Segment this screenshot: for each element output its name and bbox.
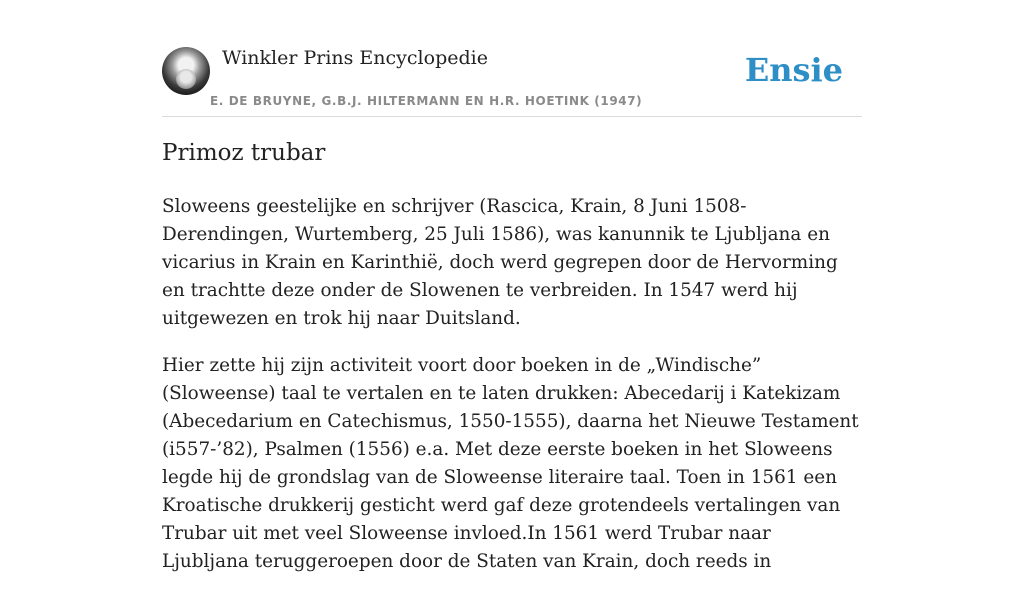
site-header <box>162 0 862 117</box>
authors-byline: E. DE BRUYNE, G.B.J. HILTERMANN EN H.R. HOETINK (1947) <box>210 94 643 108</box>
page-content <box>162 0 862 572</box>
avatar-portrait <box>176 69 196 89</box>
article-paragraph: Hier zette hij zijn activiteit voort door boeken in de „Windische” (Sloweense) taal te vertalen en te laten drukken: Abecedarij i Katekizam (Abecedarium en Catechismus, 1550-1555), daarna het Nieuwe Testament (i557-’82), Psalmen (1556) e.a. Met deze eerste boeken in het Sloweens legde hij de grondslag van de Sloweense literaire taal. Toen in 1561 een Kroatische drukkerij gesticht werd gaf deze grotendeels vertalingen van Trubar uit met veel Sloweense invloed.In 1561 werd Trubar naar Ljubljana teruggeroepen door de Staten van Krain, doch reeds in <box>162 355 859 572</box>
author-avatar[interactable] <box>162 47 210 95</box>
encyclopedia-title[interactable]: Winkler Prins Encyclopedie <box>222 47 488 69</box>
article-body <box>162 193 862 595</box>
ensie-logo[interactable]: Ensie <box>744 51 843 89</box>
article-paragraph: Sloweens geestelijke en schrijver (Rascica, Krain, 8 Juni 1508-Derendingen, Wurtemberg, 25 Juli 1586), was kanunnik te Ljubljana en vicarius in Krain en Karinthië, doch werd gegrepen door de Hervorming en trachtte deze onder de Slowenen te verbreiden. In 1547 werd hij uitgewezen en trok hij naar Duitsland. <box>162 196 838 329</box>
article-title: Primoz trubar <box>162 140 326 166</box>
